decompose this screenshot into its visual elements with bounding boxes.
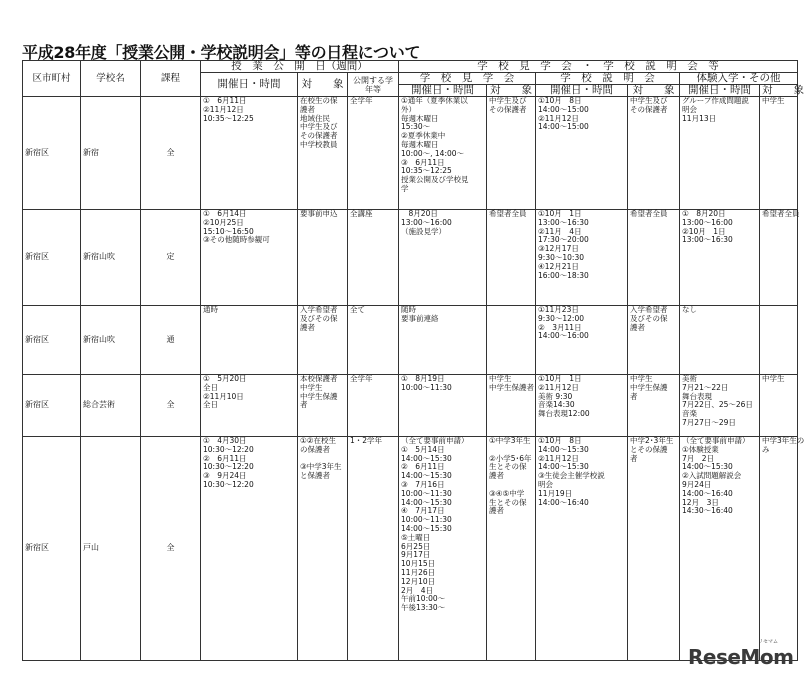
header-visit: 学 校 見 学 会: [399, 73, 536, 85]
cell-line: 随時: [401, 305, 417, 314]
cell-line: 11月13日: [682, 113, 717, 123]
cell-line: 15:10～16:50: [203, 226, 254, 236]
cell-sv-date: [399, 306, 487, 375]
cell-course: 全: [141, 437, 201, 661]
cell-line: 希望者全員: [630, 209, 668, 218]
schedule-table: [22, 60, 804, 661]
header-tr-date: 開催日・時間: [680, 85, 760, 97]
header-oc-date: 開催日・時間: [201, 73, 298, 97]
cell-line: 9月24日: [682, 479, 712, 489]
logo-ruby: リセマム: [758, 639, 778, 645]
cell-line: 中学2･3年生: [630, 436, 674, 445]
cell-course: 全: [141, 375, 201, 437]
cell-line: 2月 4日: [401, 585, 434, 595]
cell-sb-target: [628, 437, 680, 661]
cell-course: 定: [141, 210, 201, 306]
cell-line: 地域住民: [300, 113, 330, 123]
header-tr-target: 対 象: [760, 85, 798, 97]
cell-line: 本校保護者: [300, 374, 338, 383]
cell-sv-target: [487, 97, 536, 210]
cell-line: 7月 2日: [682, 453, 715, 463]
header-trial: 体験入学・その他: [680, 73, 798, 85]
cell-line: 護者: [489, 506, 505, 516]
header-sb-date: 開催日・時間: [536, 85, 628, 97]
cell-line: ③ 9月24日: [203, 471, 247, 481]
cell-sb-date: [536, 210, 628, 306]
cell-line: 明会: [682, 104, 698, 114]
cell-line: ②夏季休業中: [401, 131, 446, 141]
header-sb-target: 対 象: [628, 85, 680, 97]
header-oc-grade: 公開する学年等: [348, 73, 399, 97]
cell-line: み: [762, 444, 770, 454]
cell-line: 中学生: [762, 374, 785, 383]
cell-line: （全て要事前申請）: [682, 436, 750, 445]
cell-line: とその保護: [630, 444, 668, 454]
cell-line: ①11月23日: [538, 305, 579, 314]
cell-oc-target: [298, 437, 348, 661]
cell-line: 中学生保護: [300, 391, 338, 401]
header-visit-group: 学 校 見 学 会 ・ 学 校 説 明 会 等: [399, 61, 798, 73]
cell-sv-date: [399, 97, 487, 210]
cell-sv-target: [487, 306, 536, 375]
cell-tr-date: [680, 97, 760, 210]
cell-line: ① 8月20日: [682, 209, 726, 218]
cell-oc-date: [201, 97, 298, 210]
cell-line: 入学希望者: [630, 305, 668, 314]
cell-tr-target: [760, 210, 798, 306]
cell-tr-date: [680, 375, 760, 437]
cell-oc-grade: [348, 375, 399, 437]
cell-line: 要事前連絡: [401, 313, 439, 323]
cell-tr-target: [760, 306, 798, 375]
cell-line: 9:30～10:30: [538, 252, 584, 262]
cell-ward: 新宿区: [23, 97, 81, 210]
cell-line: 外）: [401, 104, 417, 114]
cell-line: 7月22日、25～26日: [682, 400, 753, 410]
cell-line: 14:30～16:40: [682, 506, 733, 516]
cell-oc-grade: [348, 210, 399, 306]
cell-line: 護者: [489, 471, 505, 481]
cell-line: 15:30～: [401, 122, 431, 132]
cell-school: 新宿: [81, 97, 141, 210]
cell-line: ②11月12日: [203, 104, 244, 114]
cell-school: 戸山: [81, 437, 141, 661]
cell-line: 希望者全員: [762, 209, 800, 218]
cell-line: 明会: [538, 479, 554, 489]
cell-line: 14:00～15:30: [401, 471, 452, 481]
cell-line: 17:30～20:00: [538, 235, 589, 245]
cell-line: 11月19日: [538, 488, 573, 498]
cell-line: ③生徒会主催学校説: [538, 471, 605, 481]
table-row: [23, 375, 798, 437]
header-sv-date: 開催日・時間: [399, 85, 487, 97]
cell-sv-target: [487, 437, 536, 661]
cell-line: グループ作成問題説: [682, 96, 749, 105]
cell-line: 7月21～22日: [682, 382, 729, 392]
cell-line: ③12月17日: [538, 244, 579, 254]
header-sv-target: 対 象: [487, 85, 536, 97]
table-row: [23, 210, 798, 306]
logo-text: ReseMom: [688, 645, 794, 669]
cell-ward: 新宿区: [23, 210, 81, 306]
cell-school: 新宿山吹: [81, 210, 141, 306]
cell-oc-target: [298, 375, 348, 437]
cell-line: 全学年: [350, 96, 373, 105]
cell-line: 在校生の保: [300, 96, 338, 105]
cell-line: 10:30～12:20: [203, 444, 254, 454]
cell-tr-target: [760, 97, 798, 210]
cell-line: ③④⑤中学: [489, 488, 525, 498]
cell-oc-target: [298, 306, 348, 375]
cell-line: 及びその保: [630, 313, 668, 323]
cell-line: ① 8月19日: [401, 374, 445, 383]
cell-tr-target: [760, 436, 804, 661]
cell-line: 全日: [203, 382, 218, 392]
cell-line: ②11月12日: [538, 453, 579, 463]
cell-sb-date: [536, 306, 628, 375]
cell-line: 14:00～16:40: [682, 488, 733, 498]
cell-line: 護者: [630, 322, 646, 332]
cell-line: ①②在校生: [300, 436, 336, 445]
cell-sv-date: [399, 437, 487, 661]
header-oc-target: 対 象: [298, 73, 348, 97]
cell-line: 13:00～16:00: [401, 217, 452, 227]
cell-line: 護者: [300, 322, 315, 332]
cell-line: その保護者: [489, 104, 527, 114]
cell-line: ③中学3年生: [300, 462, 342, 472]
cell-line: 13:00～16:30: [682, 235, 733, 245]
cell-line: 全て: [350, 305, 365, 314]
cell-course: 通: [141, 306, 201, 375]
cell-sb-target: [628, 97, 680, 210]
cell-line: 14:00～15:30: [401, 453, 452, 463]
cell-line: 10:00～11:30: [401, 488, 452, 498]
cell-line: ③ 7月16日: [401, 479, 445, 489]
cell-sv-date: [399, 210, 487, 306]
header-row-1: [23, 61, 798, 73]
cell-line: ④ 7月17日: [401, 506, 445, 516]
cell-sv-target: [487, 210, 536, 306]
cell-line: 10:30～12:20: [203, 462, 254, 472]
cell-oc-date: [201, 437, 298, 661]
cell-line: 生とその保: [489, 462, 527, 472]
cell-line: 学: [401, 183, 409, 193]
cell-sb-date: [536, 97, 628, 210]
cell-line: ① 6月11日: [203, 96, 247, 105]
cell-line: 中学生及び: [630, 96, 668, 105]
cell-line: 12月 3日: [682, 497, 719, 507]
cell-line: ① 5月20日: [203, 374, 247, 383]
cell-line: ②11月 4日: [538, 226, 582, 236]
cell-line: 10:35～12:25: [203, 113, 254, 123]
cell-line: ②小学5･6年: [489, 453, 532, 463]
cell-oc-date: [201, 210, 298, 306]
cell-line: 希望者全員: [489, 209, 527, 218]
table-row: [23, 437, 798, 661]
cell-line: なし: [682, 305, 698, 314]
cell-oc-grade: [348, 306, 399, 375]
cell-line: 中学3年生の: [762, 436, 804, 445]
cell-sb-target: [628, 375, 680, 437]
cell-line: ②11月12日: [538, 382, 579, 392]
cell-line: 要事前申込: [300, 209, 338, 218]
cell-line: ①中学3年生: [489, 436, 531, 445]
cell-line: ①通年（夏季休業以: [401, 96, 468, 105]
cell-line: 14:00～15:30: [538, 462, 589, 472]
cell-line: 14:00～15:30: [682, 462, 733, 472]
cell-line: 9月17日: [401, 550, 431, 560]
cell-oc-date: [201, 306, 298, 375]
cell-sb-target: [628, 306, 680, 375]
cell-line: ②入試問題解説会: [682, 471, 742, 481]
cell-line: 中学生保護: [630, 382, 668, 392]
cell-line: 舞台表現12:00: [538, 409, 590, 419]
cell-line: 14:00～15:00: [538, 122, 589, 132]
cell-line: （施設見学）: [401, 226, 447, 236]
cell-line: ①10月 8日: [538, 96, 582, 105]
cell-line: 10:00～11:30: [401, 515, 452, 525]
header-school: 学校名: [81, 61, 141, 97]
cell-line: ①体験授業: [682, 444, 719, 454]
cell-oc-date: [201, 375, 298, 437]
cell-line: 美術 9:30: [538, 391, 573, 401]
cell-line: 14:00～16:00: [538, 331, 589, 341]
cell-line: ①10月 1日: [538, 374, 582, 383]
cell-line: ① 5月14日: [401, 444, 445, 454]
cell-line: 10:30～12:20: [203, 479, 254, 489]
cell-line: 授業公開及び学校見: [401, 175, 469, 185]
cell-line: 中学生及び: [489, 96, 527, 105]
cell-line: ②10月25日: [203, 217, 244, 227]
cell-line: 音楽: [682, 409, 698, 419]
cell-line: ②10月 1日: [682, 226, 726, 236]
cell-line: 14:00～15:00: [538, 104, 589, 114]
cell-line: 14:00～15:30: [401, 497, 452, 507]
cell-line: 14:00～16:40: [538, 497, 589, 507]
cell-line: 13:00～16:30: [538, 217, 589, 227]
cell-line: 生とその保: [489, 497, 527, 507]
cell-sv-target: [487, 375, 536, 437]
cell-line: 者: [300, 400, 308, 410]
cell-oc-grade: [348, 97, 399, 210]
cell-line: 14:00～15:30: [538, 444, 589, 454]
cell-line: 10:35～12:25: [401, 166, 452, 176]
cell-line: の保護者: [300, 444, 330, 454]
cell-tr-date: [680, 306, 760, 375]
cell-line: 全日: [203, 400, 218, 410]
cell-tr-target: [760, 375, 798, 437]
cell-sb-target: [628, 210, 680, 306]
cell-line: 者: [630, 453, 638, 463]
cell-line: 舞台表現: [682, 391, 713, 401]
cell-ward: 新宿区: [23, 375, 81, 437]
cell-line: その保護者: [630, 104, 668, 114]
cell-sb-date: [536, 375, 628, 437]
cell-line: ②11月10日: [203, 391, 244, 401]
cell-line: 全学年: [350, 374, 373, 383]
header-course: 課程: [141, 61, 201, 97]
cell-line: 及びその保: [300, 313, 338, 323]
cell-line: 6月25日: [401, 541, 431, 551]
cell-line: と保護者: [300, 471, 330, 481]
cell-tr-date: [680, 437, 760, 661]
cell-ward: 新宿区: [23, 306, 81, 375]
cell-line: 中学生: [489, 374, 512, 383]
cell-line: 毎週木曜日: [401, 113, 439, 123]
cell-tr-date: [680, 210, 760, 306]
cell-ward: 新宿区: [23, 437, 81, 661]
page-title: 平成28年度「授業公開・学校説明会」等の日程について: [22, 43, 421, 62]
cell-line: 中学生保護者: [489, 382, 535, 392]
cell-line: 13:00～16:00: [682, 217, 733, 227]
cell-line: 中学生及び: [300, 122, 338, 132]
cell-line: ⑤土曜日: [401, 532, 431, 542]
cell-line: 中学校教員: [300, 139, 338, 149]
cell-line: ① 4月30日: [203, 436, 247, 445]
cell-sv-date: [399, 375, 487, 437]
cell-line: 午後13:30～: [401, 603, 446, 613]
cell-line: ② 3月11日: [538, 322, 582, 332]
cell-line: 10:00～11:30: [401, 382, 452, 392]
cell-line: 毎週木曜日: [401, 139, 439, 149]
cell-line: ①10月 8日: [538, 436, 582, 445]
cell-line: 美術: [682, 374, 698, 383]
header-briefing: 学 校 説 明 会: [536, 73, 680, 85]
cell-line: 中学生: [630, 374, 653, 383]
cell-line: その保護者: [300, 131, 338, 141]
cell-line: 8月20日: [401, 209, 438, 218]
cell-line: 10月15日: [401, 559, 436, 569]
cell-line: 11月26日: [401, 567, 436, 577]
table-row: [23, 306, 798, 375]
cell-line: 中学生: [762, 96, 785, 105]
cell-line: 12月10日: [401, 576, 436, 586]
cell-line: 午前10:00～: [401, 594, 446, 604]
cell-line: ①10月 1日: [538, 209, 582, 218]
cell-oc-target: [298, 97, 348, 210]
cell-line: ① 6月14日: [203, 209, 247, 218]
cell-line: （全て要事前申請）: [401, 436, 469, 445]
cell-line: 中学生: [300, 382, 323, 392]
cell-oc-grade: [348, 437, 399, 661]
cell-line: ③ 6月11日: [401, 157, 445, 167]
cell-line: ②11月12日: [538, 113, 579, 123]
cell-line: 1・2学年: [350, 436, 383, 445]
cell-line: 通時: [203, 305, 218, 314]
cell-sb-date: [536, 437, 628, 661]
cell-line: 全講座: [350, 209, 373, 218]
cell-line: 14:00～15:30: [401, 523, 452, 533]
cell-oc-target: [298, 210, 348, 306]
cell-line: 護者: [300, 104, 315, 114]
cell-line: ② 6月11日: [401, 462, 445, 472]
cell-line: ③その他随時参観可: [203, 235, 270, 245]
cell-line: 入学希望者: [300, 305, 338, 314]
cell-line: ② 6月11日: [203, 453, 247, 463]
table-row: [23, 97, 798, 210]
cell-line: 者: [630, 391, 638, 401]
cell-line: 7月27日～29日: [682, 417, 736, 427]
resemom-logo: [688, 639, 794, 669]
cell-line: ④12月21日: [538, 261, 579, 271]
cell-school: 新宿山吹: [81, 306, 141, 375]
header-open-class: 授 業 公 開 日（週間）: [201, 61, 399, 73]
cell-line: 9:30～12:00: [538, 313, 584, 323]
cell-school: 総合芸術: [81, 375, 141, 437]
cell-line: 16:00～18:30: [538, 270, 589, 280]
cell-line: 音楽14:30: [538, 400, 575, 410]
header-ward: 区市町村: [23, 61, 81, 97]
cell-line: 10:00～, 14:00～: [401, 148, 465, 158]
cell-course: 全: [141, 97, 201, 210]
